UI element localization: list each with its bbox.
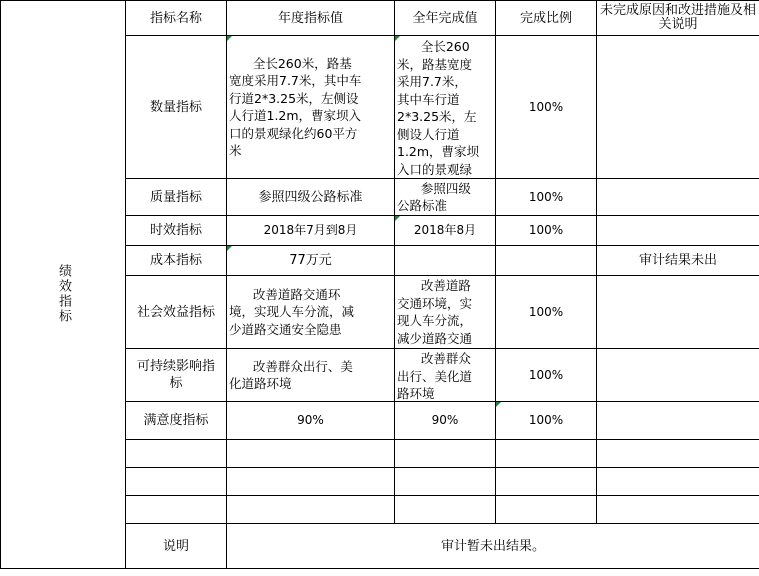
row-ratio: 100% <box>496 179 597 216</box>
row-name: 可持续影响指 标 <box>126 349 227 402</box>
comment-mark <box>227 246 232 251</box>
note-label: 说明 <box>126 524 227 569</box>
header-ratio: 完成比例 <box>496 1 597 36</box>
row-annual: 90% <box>227 402 395 440</box>
row-completed: 全长260 米，路基宽度 采用7.7米， 其中车行道 2*3.25米，左 侧设人行道 1.2m，曹家坝 入口的景观绿 <box>395 36 496 179</box>
row-ratio: 100% <box>496 276 597 349</box>
header-annual: 年度指标值 <box>227 1 395 36</box>
row-completed: 90% <box>395 402 496 440</box>
row-name: 社会效益指标 <box>126 276 227 349</box>
row-completed: 参照四级 公路标准 <box>395 179 496 216</box>
row-ratio: 100% <box>496 349 597 402</box>
row-ratio: 100% <box>496 216 597 246</box>
row-reason <box>597 349 759 402</box>
row-name: 满意度指标 <box>126 402 227 440</box>
comment-mark <box>496 402 501 407</box>
row-completed: 2018年8月 <box>395 216 496 246</box>
row-annual: 参照四级公路标准 <box>227 179 395 216</box>
row-reason <box>597 179 759 216</box>
section-label: 绩效指标 <box>56 264 71 324</box>
header-name: 指标名称 <box>126 1 227 36</box>
header-completed: 全年完成值 <box>395 1 496 36</box>
row-name: 时效指标 <box>126 216 227 246</box>
row-ratio: 100% <box>496 402 597 440</box>
row-name: 数量指标 <box>126 36 227 179</box>
row-reason <box>597 36 759 179</box>
row-ratio: 100% <box>496 36 597 179</box>
section-label-cell <box>1 1 126 569</box>
row-completed: 改善群众 出行、美化道 路环境 <box>395 349 496 402</box>
row-annual: 2018年7月到8月 <box>227 216 395 246</box>
row-annual: 改善群众出行、美 化道路环境 <box>227 349 395 402</box>
comment-mark <box>227 36 232 41</box>
header-row <box>1 1 759 36</box>
row-reason: 审计结果未出 <box>597 246 759 276</box>
row-reason <box>597 216 759 246</box>
row-reason <box>597 402 759 440</box>
row-reason <box>597 276 759 349</box>
header-reason: 未完成原因和改进措施及相关说明 <box>597 1 759 36</box>
row-ratio <box>496 246 597 276</box>
comment-mark <box>395 36 400 41</box>
note-text: 审计暂未出结果。 <box>227 524 759 569</box>
row-name: 成本指标 <box>126 246 227 276</box>
row-annual: 改善道路交通环 境，实现人车分流，减 少道路交通安全隐患 <box>227 276 395 349</box>
row-completed <box>395 246 496 276</box>
row-name: 质量指标 <box>126 179 227 216</box>
comment-mark <box>395 216 400 221</box>
row-annual: 77万元 <box>227 246 395 276</box>
row-annual: 全长260米，路基 宽度采用7.7米，其中车 行道2*3.25米，左侧设 人行道1.2m，曹家坝入 口的景观绿化约60平方 米 <box>227 36 395 179</box>
row-completed: 改善道路 交通环境，实 现人车分流， 减少道路交通 <box>395 276 496 349</box>
